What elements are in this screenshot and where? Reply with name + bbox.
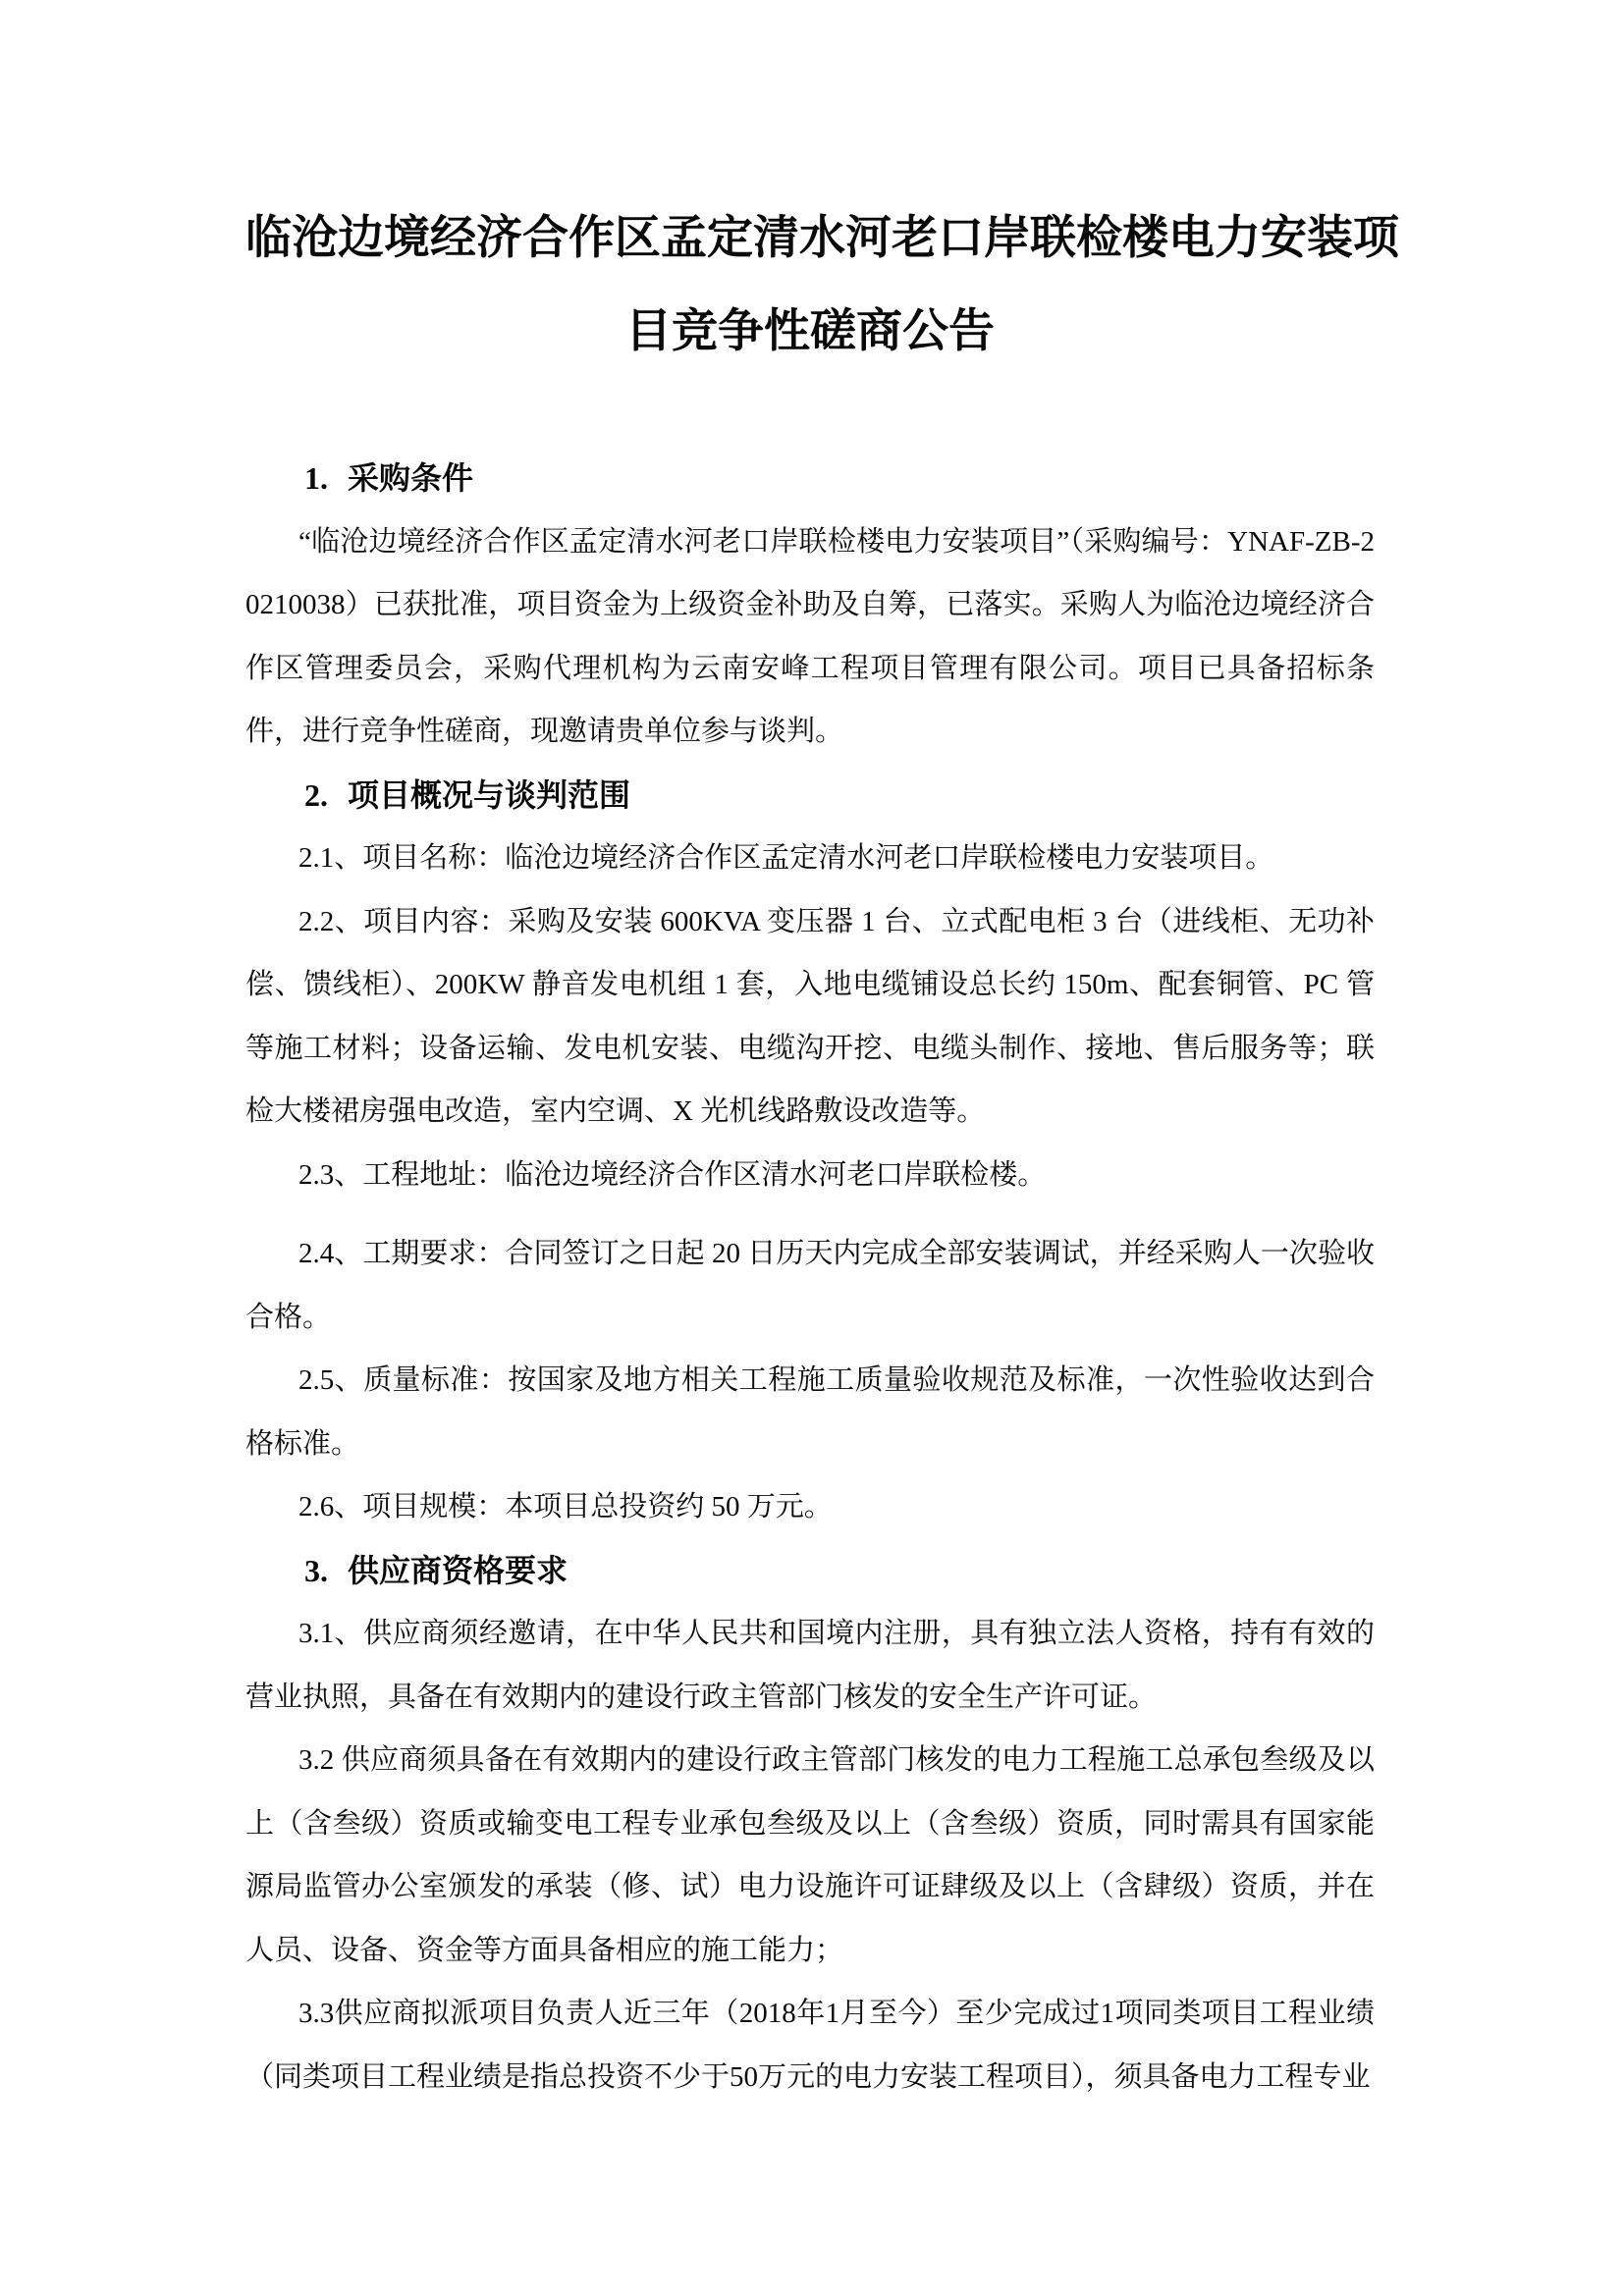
section-2-heading: [245, 764, 1375, 828]
para-project-address: 2.3、工程地址：临沧边境经济合作区清水河老口岸联检楼。: [298, 1158, 1047, 1191]
para-project-name: 2.1、项目名称：临沧边境经济合作区孟定清水河老口岸联检楼电力安装项目。: [298, 842, 1274, 874]
section-1-heading-text: 采购条件: [348, 460, 474, 496]
section-3-heading-text: 供应商资格要求: [348, 1552, 568, 1588]
para-project-manager-experience: 3.3供应商拟派项目负责人近三年（2018年1月至今）至少完成过1项同类项目工程业绩（同类项目工程业绩是指总投资不少于50万元的电力安装工程项目），须具备电力工程专业: [245, 1998, 1375, 2093]
section-3-number: 3.: [304, 1552, 328, 1588]
para-supplier-registration: 3.1、供应商须经邀请，在中华人民共和国境内注册，具有独立法人资格，持有有效的营业执照，具备在有效期内的建设行政主管部门核发的安全生产许可证。: [245, 1618, 1375, 1713]
page-title-line-2: 目竞争性磋商公告: [625, 306, 995, 357]
section-project-overview: [245, 764, 1375, 1539]
section-1-heading: [245, 447, 1375, 510]
para-quality-standard: 2.5、质量标准：按国家及地方相关工程施工质量验收规范及标准，一次性验收达到合格标准。: [245, 1364, 1375, 1460]
section-2-heading-text: 项目概况与谈判范围: [348, 776, 631, 813]
section-procurement-conditions: [245, 447, 1375, 764]
page-title-line-1: 临沧边境经济合作区孟定清水河老口岸联检楼电力安装项: [245, 213, 1399, 264]
section-supplier-qualifications: [245, 1539, 1375, 2109]
para-project-content: 2.2、项目内容：采购及安装 600KVA 变压器 1 台、立式配电柜 3 台（进线柜、无功补偿、馈线柜）、200KW 静音发电机组 1 套，入地电缆铺设总长约 150m、配套铜管、PC 管等施工材料；设备运输、发电机安装、电缆沟开挖、电缆头制作、接地、售后服务等；联检大楼裙房强电改造，室内空调、X 光机线路敷设改造等。: [245, 905, 1375, 1127]
page-title: [245, 192, 1399, 379]
section-3-heading: [245, 1539, 1375, 1603]
section-2-number: 2.: [304, 776, 328, 813]
para-procurement-conditions: “临沧边境经济合作区孟定清水河老口岸联检楼电力安装项目”（采购编号：YNAF-ZB-20210038）已获批准，项目资金为上级资金补助及自筹，已落实。采购人为临沧边境经济合作区管理委员会，采购代理机构为云南安峰工程项目管理有限公司。项目已具备招标条件，进行竞争性磋商，现邀请贵单位参与谈判。: [245, 525, 1375, 747]
para-supplier-qualification-grades: 3.2 供应商须具备在有效期内的建设行政主管部门核发的电力工程施工总承包叁级及以上（含叁级）资质或输变电工程专业承包叁级及以上（含叁级）资质，同时需具有国家能源局监管办公室颁发的承装（修、试）电力设施许可证肆级及以上（含肆级）资质，并在人员、设备、资金等方面具备相应的施工能力；: [245, 1744, 1375, 1966]
para-construction-period: 2.4、工期要求：合同签订之日起 20 日历天内完成全部安装调试，并经采购人一次验收合格。: [245, 1238, 1375, 1333]
para-project-scale: 2.6、项目规模：本项目总投资约 50 万元。: [298, 1491, 833, 1522]
section-1-number: 1.: [304, 460, 328, 496]
